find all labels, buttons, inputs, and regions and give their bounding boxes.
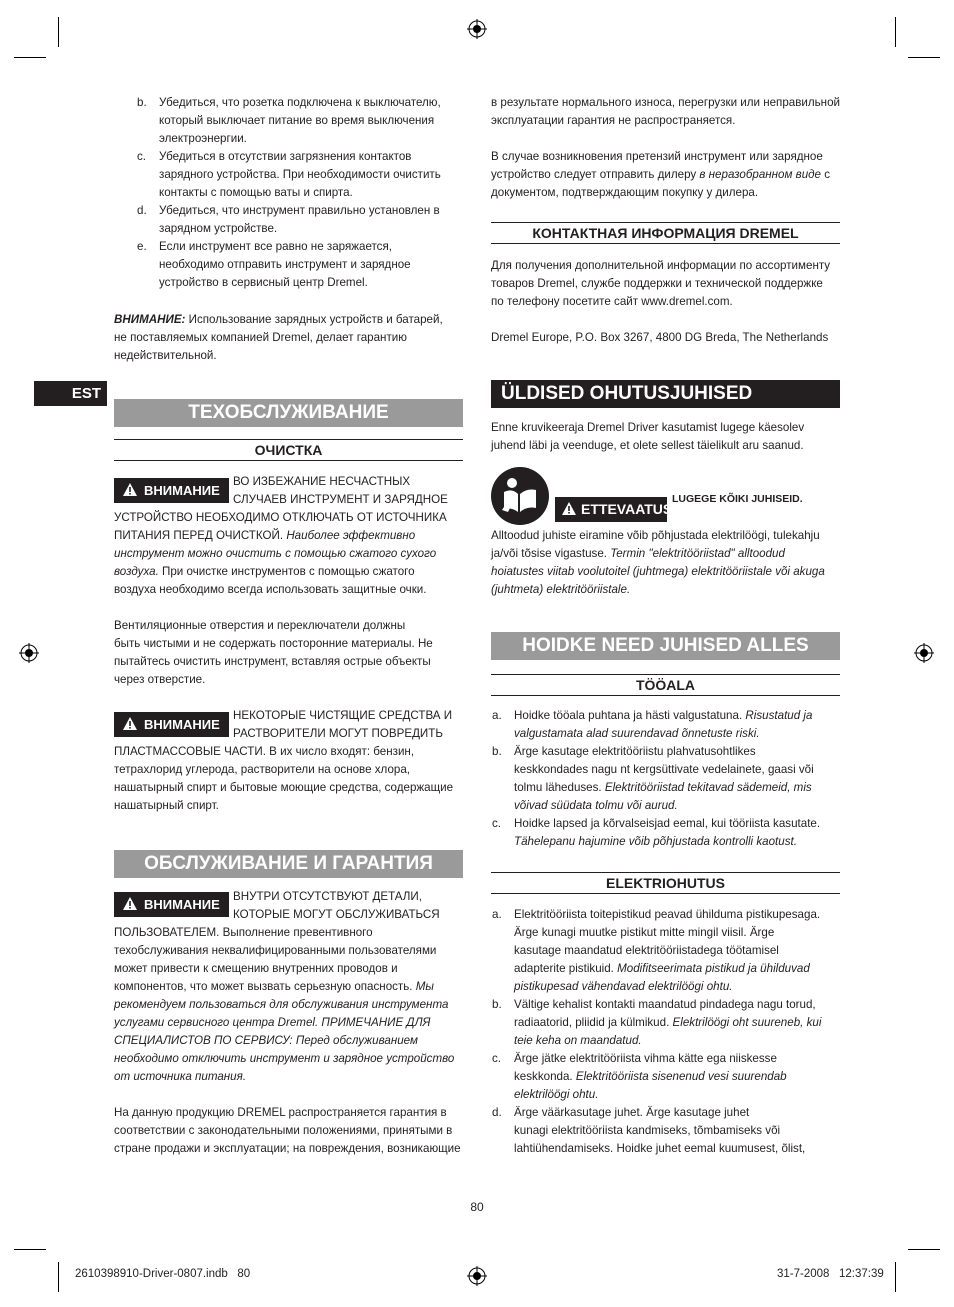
- work-area-list: [469, 707, 849, 851]
- section-title-maintenance: ТЕХОБСЛУЖИВАНИЕ: [114, 399, 463, 427]
- address: Dremel Europe, P.O. Box 3267, 4800 DG Breda, The Netherlands: [491, 331, 829, 344]
- list-item: a. Elektritööriista toitepistikud peavad ühilduma pistikupesaga. Ärge kunagi muutke pistikut mitte mingil viisil. Ärge kasutage maandatud elektritööriistadega töötamisel adapterite pistikuid. Modifitseerimata pistikud ja ühilduvad pistikupesad vähendavad elektrilöögi ohtu.: [492, 908, 821, 993]
- warranty-continued: в результате нормального износа, перегрузки или неправильной эксплуатации гарантия не распространяется.: [491, 96, 840, 127]
- subheading-work-area: TÖÖALA: [491, 674, 840, 696]
- language-tab: EST: [34, 381, 107, 406]
- list-item: d. Убедиться, что инструмент правильно установлен в зарядном устройстве.: [137, 204, 440, 235]
- contact-paragraph: Для получения дополнительной информации по ассортименту товаров Dremel, службе поддержки и технической поддержке по телефону посетите сайт www.dremel.com.: [491, 259, 831, 308]
- warning-badge: ВНИМАНИЕ: [114, 478, 229, 503]
- warranty-paragraph: На данную продукцию DREMEL распространяется гарантия в соответствии с законодательными положениями, принятыми в стране продажи и эксплуатации; на повреждения, возникающие: [114, 1106, 461, 1155]
- crop-mark: [895, 1262, 896, 1292]
- list-item: a. Hoidke tööala puhtana ja hästi valgustatuna. Risustatud ja valgustamata alad suurendavad õnnetuste riski.: [492, 709, 813, 740]
- warning-triangle-icon: [122, 896, 138, 911]
- crop-mark: [14, 1249, 46, 1250]
- list-item: c. Ärge jätke elektritööriista vihma kätte ega niiskesse keskkonda. Elektritööriista sisenenud vesi suurendab elektrilöögi ohtu.: [492, 1052, 787, 1101]
- warning-text-body: ПОЛЬЗОВАТЕЛЕМ. Выполнение превентивного техобслуживания неквалифицированными пользователями может привести к смещению внутренних проводов и компонентов, что может вызвать серьезную опасность. Мы рекомендуем пользоваться для обслуживания инструмента услугами сервисного центра Dremel. ПРИМЕЧАНИЕ ДЛЯ СПЕЦИАЛИСТОВ ПО СЕРВИСУ: Перед обслуживанием необходимо отключить инструмент и зарядное устройство от источника питания.: [114, 926, 455, 1083]
- registration-mark-icon: [467, 19, 487, 39]
- footer-date: 31-7-2008 12:37:39: [777, 1268, 884, 1280]
- list-item: b. Убедиться, что розетка подключена к выключателю, который выключает питание во время выключения электроэнергии.: [137, 96, 441, 145]
- subheading-electrical-safety: ELEKTRIOHUTUS: [491, 872, 840, 894]
- list-item: c. Hoidke lapsed ja kõrvalseisjad eemal, kui tööriista kasutate. Tähelepanu hajumine võib põhjustada kontrolli kaotust.: [492, 817, 821, 848]
- section-title-service-warranty: ОБСЛУЖИВАНИЕ И ГАРАНТИЯ: [114, 850, 463, 878]
- caution-badge: ETTEVAATUST: [555, 497, 667, 522]
- warning-badge: ВНИМАНИЕ: [114, 892, 229, 917]
- crop-mark: [58, 1262, 59, 1292]
- claim-paragraph: В случае возникновения претензий инструмент или зарядное устройство следует отправить дилеру в неразобранном виде с документом, подтверждающим покупку у дилера.: [491, 150, 831, 199]
- warning-text-head: ВНУТРИ ОТСУТСТВУЮТ ДЕТАЛИ, КОТОРЫЕ МОГУТ ОБСЛУЖИВАТЬСЯ: [233, 890, 440, 921]
- list-item: d. Ärge väärkasutage juhet. Ärge kasutage juhet kunagi elektritööriista kandmiseks, tõmbamiseks või lahtiühendamiseks. Hoidke juhet eemal kuumusest, õlist,: [492, 1106, 806, 1155]
- crop-mark: [58, 17, 59, 47]
- section-title-general-safety: ÜLDISED OHUTUSJUHISED: [491, 380, 840, 408]
- footer-file: 2610398910-Driver-0807.indb 80: [75, 1268, 251, 1280]
- list-item: b. Vältige kehalist kontakti maandatud pindadega nagu torud, radiaatorid, pliidid ja külmikud. Elektrilöögi oht suureneb, kui teie keha on maandatud.: [492, 998, 822, 1047]
- crop-mark: [895, 17, 896, 47]
- left-troubleshoot-list: [114, 94, 464, 292]
- crop-mark: [908, 1249, 940, 1250]
- read-all-instructions: LUGEGE KÕIKI JUHISEID.: [672, 493, 803, 505]
- warning-text-body: УСТРОЙСТВО НЕОБХОДИМО ОТКЛЮЧАТЬ ОТ ИСТОЧНИКА ПИТАНИЯ ПЕРЕД ОЧИСТКОЙ. Наиболее эффективно инструмент можно очистить с помощью сжатого сухого воздуха. При очистке инструментов с помощью сжатого воздуха необходимо всегда использовать защитные очки.: [114, 511, 447, 596]
- list-item: e. Если инструмент все равно не заряжается, необходимо отправить инструмент и зарядное устройство в сервисный центр Dremel.: [137, 240, 411, 289]
- registration-mark-icon: [914, 643, 934, 663]
- registration-mark-icon: [467, 1266, 487, 1286]
- charger-note: ВНИМАНИЕ: Использование зарядных устройств и батарей, не поставляемых компанией Dremel, делает гарантию недействительной.: [114, 313, 443, 362]
- warning-triangle-icon: [561, 501, 577, 516]
- warning-badge: ВНИМАНИЕ: [114, 712, 229, 737]
- warning-triangle-icon: [122, 716, 138, 731]
- intro-paragraph: Enne kruvikeeraja Dremel Driver kasutamist lugege käesolev juhend läbi ja veenduge, et olete sellest täielikult aru saanud.: [491, 421, 805, 452]
- crop-mark: [908, 57, 940, 58]
- electrical-safety-list: [469, 906, 849, 1158]
- crop-mark: [14, 57, 46, 58]
- warning-text-body: ПЛАСТМАССОВЫЕ ЧАСТИ. В их число входят: бензин, тетрахлорид углерода, растворители на основе хлора, нашатырный спирт и бытовые моющие средства, содержащие нашатырный спирт.: [114, 745, 454, 812]
- subheading-cleaning: ОЧИСТКА: [114, 439, 463, 461]
- list-item: b. Ärge kasutage elektritööriistu plahvatusohtlikes keskkondades nagu nt kergsüttivate vedelainete, gaasi või tolmu läheduses. Elektritööriistad tekitavad sädemeid, mis võivad süüdata tolmu või aurud.: [492, 745, 814, 812]
- warning-triangle-icon: [122, 482, 138, 497]
- warning-text-head: НЕКОТОРЫЕ ЧИСТЯЩИЕ СРЕДСТВА И РАСТВОРИТЕЛИ МОГУТ ПОВРЕДИТЬ: [233, 709, 453, 740]
- page-number: 80: [470, 1200, 484, 1214]
- read-manual-icon: [490, 466, 550, 526]
- safety-warning-paragraph: Alltoodud juhiste eiramine võib põhjustada elektrilöögi, tulekahju ja/või tõsise vigastuse. Termin "elektritööriistad" alltoodud hoiatustes viitab voolutoitel (juhtmega) elektritööriistale või akuga (juhtmeta) elektritööriistale.: [491, 529, 825, 596]
- warning-text-head: ВО ИЗБЕЖАНИЕ НЕСЧАСТНЫХ СЛУЧАЕВ ИНСТРУМЕНТ И ЗАРЯДНОЕ: [233, 475, 448, 506]
- section-title-keep-instructions: HOIDKE NEED JUHISED ALLES: [491, 632, 840, 660]
- vent-paragraph: Вентиляционные отверстия и переключатели должны быть чистыми и не содержать посторонние материалы. Не пытайтесь очистить инструмент, вставляя острые объекты через отверстие.: [114, 619, 433, 686]
- registration-mark-icon: [19, 643, 39, 663]
- list-item: c. Убедиться в отсутствии загрязнения контактов зарядного устройства. При необходимости очистить контакты с помощью ваты и спирта.: [137, 150, 441, 199]
- subheading-contact: КОНТАКТНАЯ ИНФОРМАЦИЯ DREMEL: [491, 222, 840, 244]
